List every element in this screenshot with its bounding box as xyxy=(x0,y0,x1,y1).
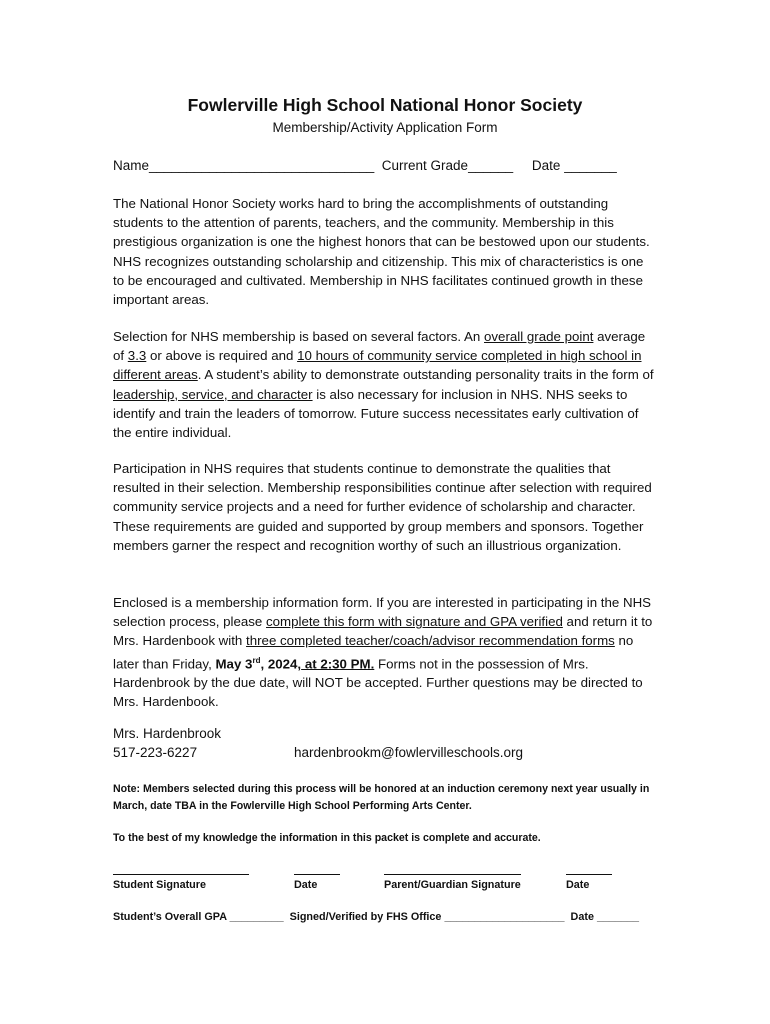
text-run: or above is required and xyxy=(146,348,298,364)
office-date-label: Date xyxy=(570,911,594,923)
form-title: Fowlerville High School National Honor Society xyxy=(187,95,583,115)
deadline-year: , 2024, xyxy=(260,656,302,672)
enclosed-paragraph xyxy=(113,593,658,712)
parent-signature-line[interactable] xyxy=(384,874,521,875)
student-info-line xyxy=(113,158,617,173)
gpa-verification-line xyxy=(113,911,639,923)
text-run: and return it to Mrs. Hardenbook with xyxy=(113,614,653,649)
date-label: Date xyxy=(531,158,561,173)
underlined-text: 10 hours of community service completed in high school in different areas xyxy=(113,348,642,383)
text-run: no later than Friday, xyxy=(113,633,634,672)
student-signature-label: Student Signature xyxy=(113,879,206,891)
gpa-field[interactable]: _________ xyxy=(229,911,284,923)
form-subtitle: Membership/Activity Application Form xyxy=(272,120,498,135)
selection-paragraph xyxy=(113,327,658,442)
grade-field[interactable]: ______ xyxy=(468,158,514,173)
contact-name: Mrs. Hardenbrook xyxy=(113,726,222,741)
intro-paragraph: The National Honor Society works hard to bring the accomplishments of outstanding students to the attention of parents, teachers, and the community. Membership in this prestigious organization is one the highest honors that can be bestowed upon our students. NHS recognizes outstanding scholarship and citizenship. This mix of characteristics is one to be encouraged and cultivated. Membership in NHS facilitates continued growth in these important areas. xyxy=(113,196,650,308)
text-run: Forms not in the possession of Mrs. Hardenbrook by the due date, will NOT be accepted. Further questions may be directed to Mrs. Hardenbook. xyxy=(113,656,643,710)
parent-date-line[interactable] xyxy=(566,874,612,875)
text-run: . A student’s ability to demonstrate outstanding personality traits in the form of xyxy=(197,367,654,383)
office-date-field[interactable]: _______ xyxy=(596,911,639,923)
student-date-label: Date xyxy=(294,879,318,891)
grade-label: Current Grade xyxy=(381,158,469,173)
gpa-label: Student’s Overall GPA xyxy=(113,911,227,923)
text-run: Selection for NHS membership is based on several factors. An xyxy=(113,329,485,344)
induction-note: Note: Members selected during this process will be honored at an induction ceremony next year usually in March, date TBA in the Fowlerville High School Performing Arts Center. xyxy=(113,783,650,812)
text-run: Enclosed is a membership information form. If you are interested in participating in the NHS selection process, please xyxy=(113,595,652,630)
student-signature-line[interactable] xyxy=(113,874,249,875)
date-field[interactable]: _______ xyxy=(564,158,617,173)
deadline-time: at 2:30 PM. xyxy=(301,656,375,672)
name-field[interactable]: ______________________________ xyxy=(149,158,375,173)
attestation-statement: To the best of my knowledge the information in this packet is complete and accurate. xyxy=(113,832,541,844)
office-verification-label: Signed/Verified by FHS Office xyxy=(289,911,442,923)
participation-paragraph: Participation in NHS requires that students continue to demonstrate the qualities that resulted in their selection. Membership responsibilities continue after selection with required community service projects and a need for further evidence of scholarship and character. These requirements are guided and supported by group members and sponsors. Together members garner the respect and recognition worthy of such an illustrious organization. xyxy=(113,461,652,553)
underlined-text: three completed teacher/coach/advisor recommendation forms xyxy=(246,633,615,649)
text-run: is also necessary for inclusion in NHS. NHS seeks to identify and train the leaders of tomorrow. Future success necessitates early cultivation of the entire individual. xyxy=(113,386,639,441)
underlined-text: 3.3 xyxy=(127,348,147,364)
office-signature-field[interactable]: ____________________ xyxy=(444,911,565,923)
underlined-text: complete this form with signature and GPA verified xyxy=(266,614,563,630)
contact-phone: 517-223-6227 xyxy=(113,745,198,760)
deadline-text: May 3 xyxy=(215,656,253,672)
underlined-text: overall grade point xyxy=(484,329,594,344)
underlined-text: leadership, service, and character xyxy=(113,386,313,402)
student-date-line[interactable] xyxy=(294,874,340,875)
deadline-suffix: rd xyxy=(252,655,261,665)
contact-email: hardenbrookm@fowlervilleschools.org xyxy=(294,745,524,760)
name-label: Name xyxy=(113,158,150,173)
parent-signature-label: Parent/Guardian Signature xyxy=(384,879,521,891)
parent-date-label: Date xyxy=(566,879,590,891)
text-run: average of xyxy=(113,329,646,364)
